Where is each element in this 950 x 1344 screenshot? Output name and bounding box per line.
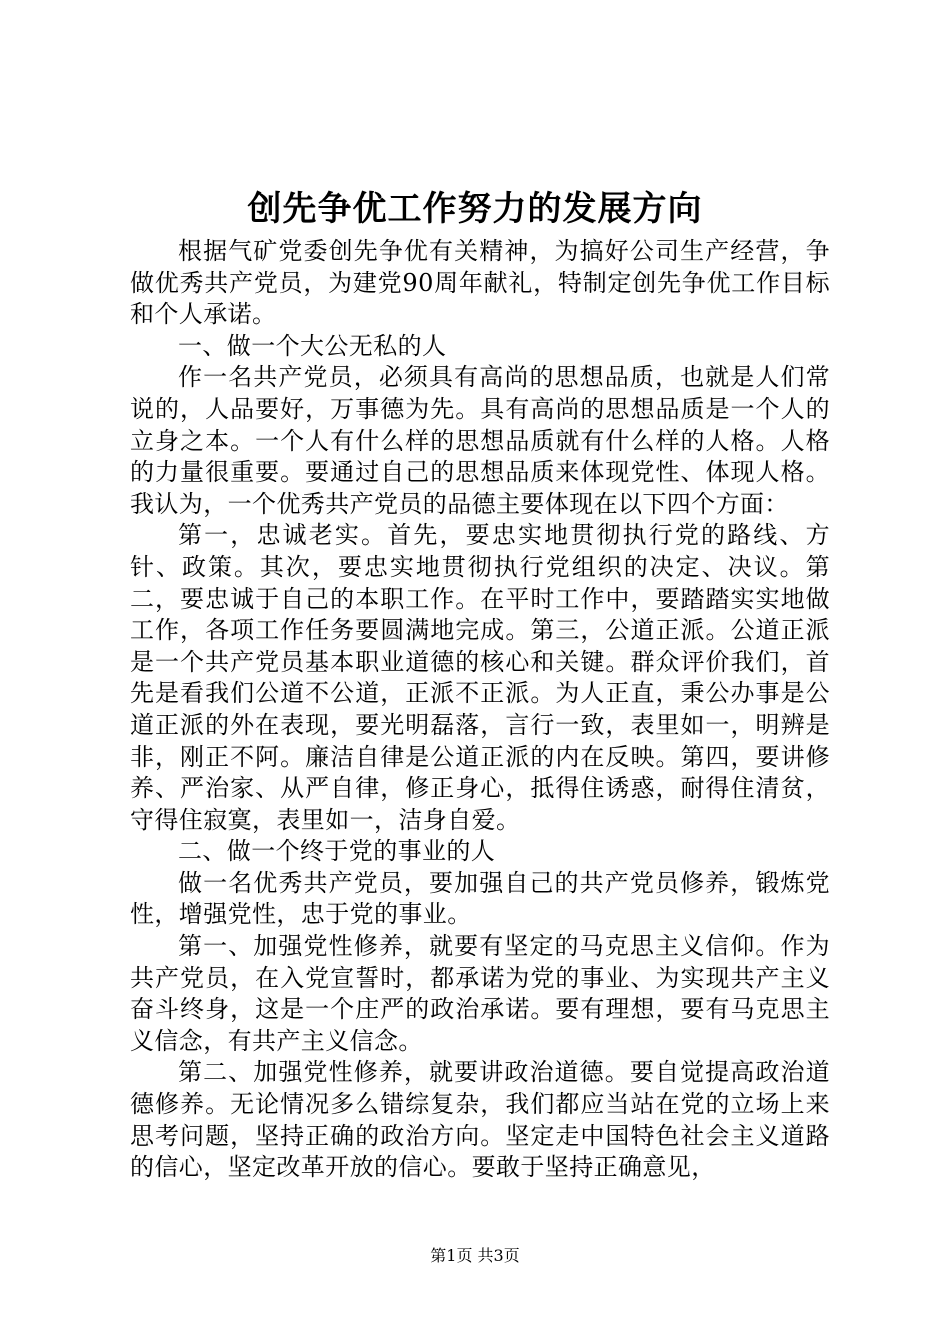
document-body: [130, 236, 830, 1184]
document-title: 创先争优工作努力的发展方向: [247, 189, 703, 229]
body-paragraph: 做一名优秀共产党员，要加强自己的共产党员修养，锻炼党性，增强党性，忠于党的事业。: [130, 868, 830, 929]
body-paragraph: 第二、加强党性修养，就要讲政治道德。要自觉提高政治道德修养。无论情况多么错综复杂，我们都应当站在党的立场上来思考问题，坚持正确的政治方向。坚定走中国特色社会主义道路的信心，坚定改革开放的信心。要敢于坚持正确意见，: [130, 1058, 830, 1182]
body-paragraph: 第一、加强党性修养，就要有坚定的马克思主义信仰。作为共产党员，在入党宣誓时，都承诺为党的事业、为实现共产主义奋斗终身，这是一个庄严的政治承诺。要有理想，要有马克思主义信念，有共产主义信念。: [130, 932, 830, 1055]
intro-paragraph: 根据气矿党委创先争优有关精神，为搞好公司生产经营，争做优秀共产党员，为建党90周年献礼，特制定创先争优工作目标和个人承诺。: [130, 237, 830, 329]
section-heading-1: 一、做一个大公无私的人: [178, 331, 447, 360]
section-heading-2: 二、做一个终于党的事业的人: [178, 837, 496, 866]
page-footer: 第1页 共3页: [430, 1246, 520, 1265]
body-paragraph: 第一，忠诚老实。首先，要忠实地贯彻执行党的路线、方针、政策。其次，要忠实地贯彻执行党组织的决定、决议。第二，要忠诚于自己的本职工作。在平时工作中，要踏踏实实地做工作，各项工作任务要圆满地完成。第三，公道正派。公道正派是一个共产党员基本职业道德的核心和关键。群众评价我们，首先是看我们公道不公道，正派不正派。为人正直，秉公办事是公道正派的外在表现，要光明磊落，言行一致，表里如一，明辨是非，刚正不阿。廉洁自律是公道正派的内在反映。第四，要讲修养、严治家、从严自律，修正身心，抵得住诱惑，耐得住清贫，守得住寂寞，表里如一，洁身自爱。: [130, 521, 830, 834]
body-paragraph: 作一名共产党员，必须具有高尚的思想品质，也就是人们常说的，人品要好，万事德为先。具有高尚的思想品质是一个人的立身之本。一个人有什么样的思想品质就有什么样的人格。人格的力量很重要。要通过自己的思想品质来体现党性、体现人格。我认为，一个优秀共产党员的品德主要体现在以下四个方面：: [130, 363, 830, 518]
